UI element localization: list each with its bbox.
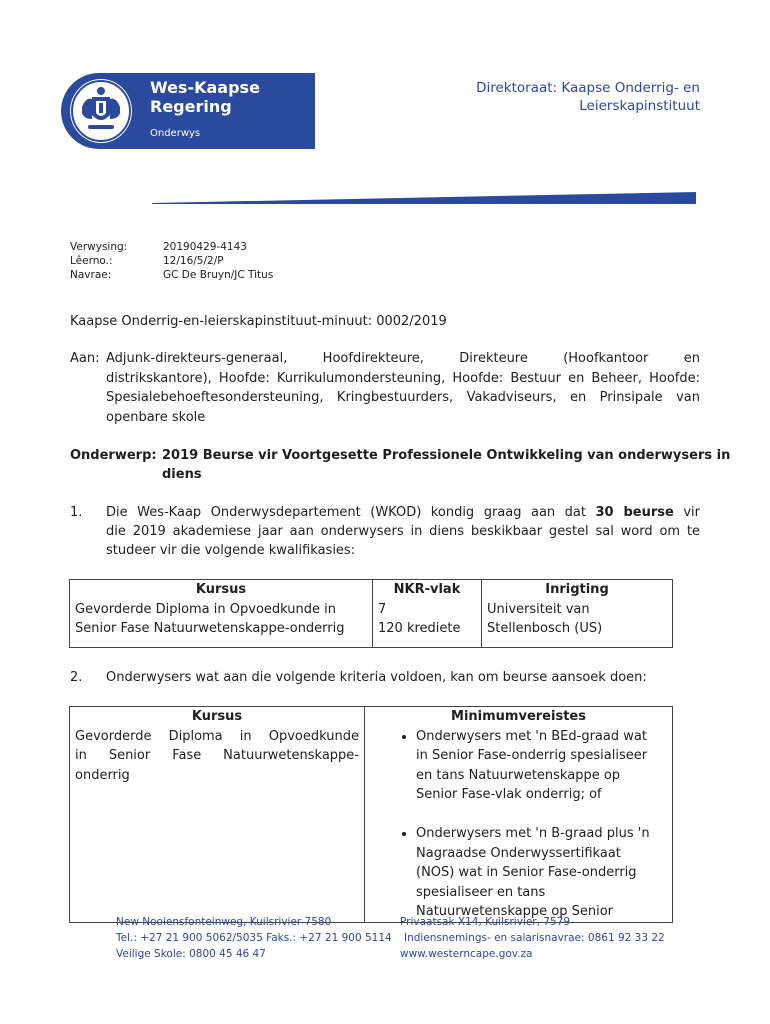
criteria-table bbox=[69, 706, 673, 923]
req1-line3: en tans Natuurwetenskappe op bbox=[416, 767, 621, 783]
header-divider-bar bbox=[152, 192, 696, 204]
directorate-line2: Leierskapinstituut bbox=[579, 98, 700, 114]
minute-title: Kaapse Onderrig-en-leierskapinstituut-minuut: 0002/2019 bbox=[70, 314, 447, 329]
req2-line1: • Onderwysers met 'n B-graad plus 'n bbox=[416, 825, 650, 841]
to-line2: distrikskantore), Hoofde: Kurrikulumondersteuning, Hoofde: Bestuur en Beheer, Hoofde: bbox=[106, 371, 700, 386]
table1-nkr-cell bbox=[373, 600, 482, 648]
footer-postal-address: Privaatsak X14, Kuilsrivier, 7579 bbox=[400, 916, 570, 928]
table2-header-row bbox=[70, 707, 673, 727]
table2-kursus-line1: Gevorderde Diploma in Opvoedkunde bbox=[75, 728, 359, 744]
footer-phone-fax: Tel.: +27 21 900 5062/5035 Faks.: +27 21 900 5114 bbox=[116, 932, 392, 944]
logo-department: Onderwys bbox=[150, 128, 201, 139]
para1-line2: die 2019 akademiese jaar aan onderwysers in diens beskikbaar gestel sal word om te bbox=[106, 524, 700, 539]
para1-line1 bbox=[106, 503, 700, 523]
enquiries-value: GC De Bruyn/JC Titus bbox=[163, 269, 274, 281]
enquiries-label: Navrae: bbox=[70, 269, 112, 281]
subject-label: Onderwerp: bbox=[70, 448, 157, 463]
req2-line3: (NOS) wat in Senior Fase-onderrig bbox=[416, 865, 637, 881]
subject-line1: 2019 Beurse vir Voortgesette Professionele Ontwikkeling van onderwysers in bbox=[162, 448, 731, 463]
table2-requirements-cell bbox=[365, 727, 673, 923]
para1-bursary-count: 30 beurse bbox=[595, 505, 674, 520]
table1-header-kursus: Kursus bbox=[70, 580, 373, 600]
table-row bbox=[70, 600, 673, 648]
coat-of-arms-icon bbox=[70, 79, 132, 143]
list-item bbox=[416, 727, 667, 805]
logo-title-line1: Wes-Kaapse bbox=[150, 78, 260, 97]
table2-header-requirements: Minimumvereistes bbox=[365, 707, 673, 727]
table1-nkr-level: 7 bbox=[378, 601, 387, 617]
qualification-table bbox=[69, 579, 673, 648]
table2-header-kursus: Kursus bbox=[70, 707, 365, 727]
para1-text-c: vir bbox=[673, 505, 700, 520]
footer-street-address: New Nooiensfonteinweg, Kuilsrivier 7580 bbox=[116, 916, 332, 928]
file-label: Lêerno.: bbox=[70, 255, 113, 267]
footer-enquiries: Indiensnemings- en salarisnavrae: 0861 92 33 22 bbox=[404, 932, 665, 944]
table1-header-nkr: NKR-vlak bbox=[373, 580, 482, 600]
table2-kursus-line3: onderrig bbox=[75, 767, 130, 783]
directorate-line1: Direktoraat: Kaapse Onderrig- en bbox=[476, 80, 700, 96]
list-item bbox=[416, 824, 667, 922]
para1-number: 1. bbox=[70, 505, 83, 520]
req2-line2: Nagraadse Onderwyssertifikaat bbox=[416, 845, 621, 861]
table1-kursus-line2: Senior Fase Natuurwetenskappe-onderrig bbox=[75, 621, 345, 637]
table-row bbox=[70, 727, 673, 923]
ref-value: 20190429-4143 bbox=[163, 241, 247, 253]
table1-inrigting-cell bbox=[482, 600, 673, 648]
table1-inrigting-line2: Stellenbosch (US) bbox=[487, 621, 603, 637]
req1-line1: • Onderwysers met 'n BEd-graad wat bbox=[416, 728, 647, 744]
table2-kursus-cell bbox=[70, 727, 365, 923]
para2-text: Onderwysers wat aan die volgende kriteria voldoen, kan om beurse aansoek doen: bbox=[106, 670, 647, 685]
req2-line4: spesialiseer en tans bbox=[416, 884, 546, 900]
table1-kursus-line1: Gevorderde Diploma in Opvoedkunde in bbox=[75, 601, 336, 617]
requirements-list bbox=[370, 727, 667, 922]
to-line3: Spesialebehoeftesondersteuning, Kringbestuurders, Vakadviseurs, en Prinsipale van bbox=[106, 390, 700, 405]
para2-number: 2. bbox=[70, 670, 83, 685]
table1-inrigting-line1: Universiteit van bbox=[487, 601, 590, 617]
file-value: 12/16/5/2/P bbox=[163, 255, 224, 267]
subject-line2: diens bbox=[162, 467, 202, 482]
table1-header-row bbox=[70, 580, 673, 600]
para1-text-a: Die Wes-Kaap Onderwysdepartement (WKOD) kondig graag aan dat bbox=[106, 505, 596, 520]
logo-title-line2: Regering bbox=[150, 97, 232, 116]
table1-header-inrigting: Inrigting bbox=[482, 580, 673, 600]
to-line4: openbare skole bbox=[106, 410, 206, 425]
para1-line3: studeer vir die volgende kwalifikasies: bbox=[106, 543, 356, 558]
to-line1: Adjunk-direkteurs-generaal, Hoofdirekteure, Direkteure (Hoofkantoor en bbox=[106, 351, 700, 366]
req1-line4: Senior Fase-vlak onderrig; of bbox=[416, 787, 602, 803]
footer-website-link[interactable]: www.westerncape.gov.za bbox=[400, 948, 533, 960]
req2-line5: Natuurwetenskappe op Senior bbox=[416, 904, 613, 920]
req1-line2: in Senior Fase-onderrig spesialiseer bbox=[416, 748, 648, 764]
table1-nkr-credits: 120 krediete bbox=[378, 621, 461, 637]
table2-kursus-line2: in Senior Fase Natuurwetenskappe- bbox=[75, 748, 359, 764]
footer-safe-schools: Veilige Skole: 0800 45 46 47 bbox=[116, 948, 266, 960]
ref-label: Verwysing: bbox=[70, 241, 128, 253]
table1-kursus-cell bbox=[70, 600, 373, 648]
to-label: Aan: bbox=[70, 351, 100, 366]
